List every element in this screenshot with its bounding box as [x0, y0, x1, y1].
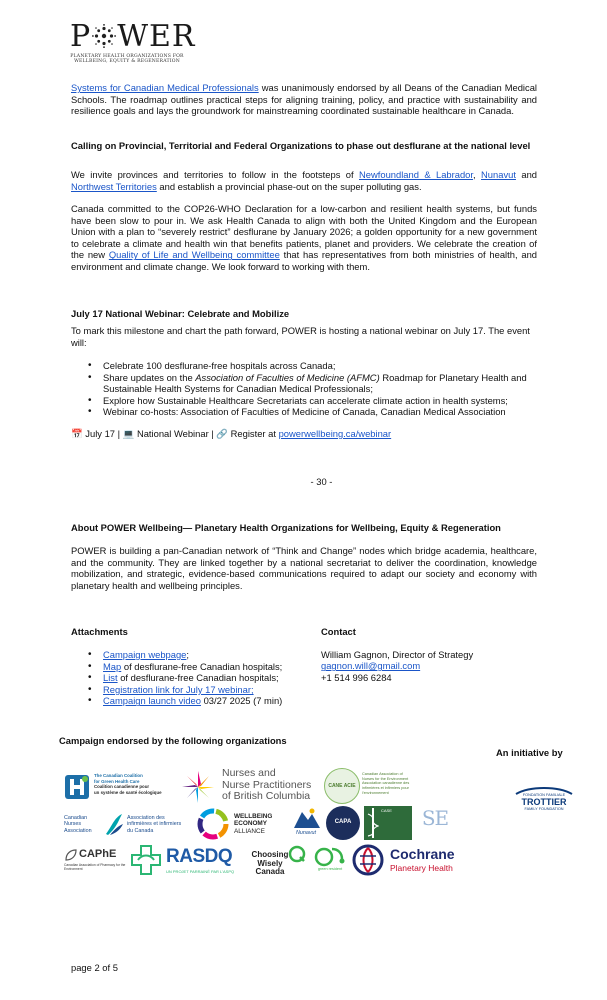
- case-logo: [364, 806, 412, 840]
- caduceus-icon: [367, 808, 379, 838]
- wisely-check-icon: [288, 845, 306, 863]
- npbc-line: Nurse Practitioners: [222, 778, 312, 791]
- weall-line: ALLIANCE: [234, 827, 265, 835]
- calling-paragraph-2: [71, 203, 537, 273]
- nunavut-emblem-icon: [290, 806, 322, 832]
- cane-line: l'environnement: [362, 790, 389, 795]
- cna-line: du Canada: [127, 827, 154, 834]
- ccghc-line: The Canadian Coalition: [94, 773, 143, 778]
- list-item: [71, 684, 321, 696]
- tagline-line-2: WELLBEING, EQUITY & REGENERATION: [74, 59, 180, 65]
- calendar-icon: 📅: [71, 428, 83, 439]
- power-tagline: [70, 54, 184, 65]
- link-icon: 🔗: [216, 428, 229, 439]
- webinar-date: July 17 |: [82, 428, 123, 439]
- list-item: [71, 661, 321, 673]
- weall-ring-icon: [196, 807, 230, 841]
- rasdq-text: RASDQ: [166, 846, 233, 867]
- rasdq-logo: [130, 844, 244, 880]
- contact-email-link[interactable]: gagnon.will@gmail.com: [321, 660, 421, 672]
- webinar-info-line: [71, 428, 537, 440]
- bullet-text: Webinar co-hosts: Association of Faculties of Medicine of Canada, Canadian Medical Association: [103, 406, 506, 418]
- ccghc-h-icon: [64, 774, 90, 800]
- webinar-heading: July 17 National Webinar: Celebrate and Mobilize: [71, 308, 290, 319]
- nunavut-logo: [290, 806, 322, 840]
- cane-emblem: CANE ACIE: [324, 768, 360, 804]
- cwc-line: Choosing: [251, 850, 289, 859]
- npbc-logo: [180, 767, 320, 807]
- cna-line: Nurses: [64, 821, 82, 828]
- ccghc-line: for Green Health Care: [94, 778, 140, 784]
- bullet-text: Celebrate 100 desflurane-free hospitals across Canada;: [103, 360, 336, 371]
- power-wordmark: P WER: [70, 19, 196, 54]
- list-item: [71, 360, 537, 372]
- trottier-logo: [512, 785, 576, 813]
- tagline-line-1: PLANETARY HEALTH ORGANIZATIONS FOR: [70, 54, 184, 59]
- caphe-text: CAPhE: [79, 848, 117, 860]
- cane-line: Association canadienne des: [362, 781, 410, 786]
- se-text: SE: [421, 806, 449, 830]
- rasdq-cross-icon: [130, 844, 162, 876]
- se-logo: [418, 806, 452, 840]
- cane-line: Canadian Association of: [362, 772, 403, 776]
- afmc-roadmap-link[interactable]: Systems for Canadian Medical Professionals: [71, 82, 259, 93]
- list-item: [71, 672, 321, 684]
- calling-p1-end: and establish a provincial phase-out on the super polluting gas.: [156, 180, 422, 192]
- weall-logo: [196, 806, 286, 842]
- cochrane-emblem-icon: [352, 844, 384, 876]
- cane-logo: [324, 768, 444, 804]
- webinar-bullets: [71, 360, 537, 418]
- calling-p1-comma: ,: [473, 169, 482, 180]
- rasdq-subtext: UN PROJET PARRAINÉ PAR L'ASPQ: [166, 869, 235, 874]
- ccghc-text: [94, 773, 162, 795]
- attachment-text: 03/27 2025 (7 min): [200, 695, 283, 707]
- webinar-register-link[interactable]: powerwellbeing.ca/webinar: [278, 428, 392, 439]
- weall-line: ECONOMY: [234, 820, 268, 828]
- webinar-intro: To mark this milestone and chart the path forward, POWER is hosting a national webinar on July 17. The event will:: [71, 325, 530, 348]
- attachments-heading: Attachments: [71, 626, 128, 637]
- weall-line: WELLBEING: [234, 813, 273, 820]
- capa-logo: CAPA: [326, 806, 360, 840]
- contact-phone: +1 514 996 6284: [321, 671, 392, 683]
- end-marker: - 30 -: [310, 476, 333, 487]
- calling-p1-text: We invite provinces and territories to follow in the footsteps of: [71, 169, 359, 180]
- nunavut-text: Nunavut: [295, 830, 317, 836]
- campaign-video-link[interactable]: Campaign launch video: [103, 695, 201, 707]
- quality-of-life-committee-link[interactable]: Quality of Life and Wellbeing committee: [108, 249, 280, 261]
- list-item: [71, 395, 537, 407]
- ccghc-line: Coalition canadienne pour: [94, 784, 150, 790]
- caphe-logo: [64, 846, 130, 880]
- laptop-icon: 💻: [122, 428, 135, 439]
- cwc-line: Wisely: [257, 858, 283, 868]
- nunavut-link[interactable]: Nunavut: [481, 169, 516, 180]
- calling-p1-and: and: [515, 169, 537, 180]
- map-link[interactable]: Map: [103, 660, 122, 672]
- cna-line: Association: [64, 827, 92, 834]
- cna-line: infirmières et infirmiers: [127, 821, 182, 828]
- cna-en-text: [64, 815, 92, 834]
- bullet-text: Explore how Sustainable Healthcare Secretariats can accelerate climate action in health systems;: [103, 394, 508, 406]
- contact-name: William Gagnon, Director of Strategy: [321, 648, 474, 660]
- cane-text: [362, 772, 409, 796]
- cna-line: Canadian: [64, 815, 88, 821]
- cochrane-logo: [352, 844, 460, 878]
- power-logo: [70, 19, 196, 72]
- about-paragraph: POWER is building a pan-Canadian network of “Think and Change” nodes which bridge academia, healthcare, and the community. They are linked together by a national secretariat to deliver the coordination, knowledge mobilization, and strategic, evidence-based communications required to adapt our society and economy with planetary health and wellbeing principles.: [71, 545, 537, 591]
- trottier-line-1: FONDATION FAMILIALE: [522, 793, 566, 797]
- calling-p2-end: that has representatives from both ministries of health, and environment and climate change. We look forward to working with them.: [71, 249, 537, 272]
- weall-text: [234, 813, 272, 835]
- list-item: [71, 695, 321, 707]
- attachment-text: of desflurane-free Canadian hospitals;: [117, 672, 279, 684]
- green-resident-logo: [312, 845, 348, 875]
- power-node-icon: [92, 24, 116, 48]
- npbc-line: of British Columbia: [222, 790, 311, 802]
- cna-logo: [64, 812, 194, 840]
- register-label: Register at: [228, 428, 279, 439]
- npbc-burst-icon: [180, 769, 216, 805]
- calling-paragraph-1: [71, 169, 537, 192]
- cwc-line: Canada: [255, 867, 285, 877]
- bullet-text: Share updates on the: [103, 371, 196, 383]
- caphe-subtext: Canadian Association of Pharmacy for the Environment: [64, 863, 126, 871]
- attachment-text: ;: [186, 649, 190, 660]
- ccghc-logo: [64, 772, 176, 802]
- attachment-text: of desflurane-free Canadian hospitals;: [121, 660, 283, 672]
- npbc-line: Nurses and: [222, 767, 276, 779]
- choosing-wisely-mark: [288, 845, 306, 863]
- cna-fr-text: [127, 815, 181, 834]
- northwest-territories-link[interactable]: Northwest Territories: [71, 180, 157, 192]
- contact-block: [321, 626, 521, 683]
- cochrane-text: Cochrane: [390, 846, 455, 862]
- bullet-emphasis: Association of Faculties of Medicine (AFMC): [195, 371, 380, 383]
- about-heading: About POWER Wellbeing— Planetary Health Organizations for Wellbeing, Equity & Regeneration: [71, 522, 501, 533]
- cna-line: Association des: [127, 815, 165, 821]
- trottier-line-2: TROTTIER: [521, 797, 567, 807]
- list-item: [71, 649, 321, 661]
- caphe-leaf-icon: [64, 848, 78, 862]
- calling-p2-text: Canada committed to the COP26-WHO Declaration for a low-carbon and resilient health systems, but funds have been slow to pour in. We ask Health Canada to align with both the United Kingdom and the European Union with a plan to “severely restrict” desflurane by January 2026; a golden opportunity for a new government to celebrate a climate and health win that benefits patients, planet and providers. We celebrate the creation of the new: [71, 203, 537, 261]
- intro-text: was unanimously endorsed by all Deans of the Canadian Medical Schools. The roadmap outlines practical steps for aligning training, policy, and practice with sustainability and resilience goals and lays the groundwork for mainstreaming coordinated sustainable healthcare in Canada.: [71, 82, 537, 117]
- calling-heading: Calling on Provincial, Territorial and Federal Organizations to phase out desflurane at the national level: [71, 140, 531, 151]
- choosing-wisely-logo: [248, 851, 292, 881]
- list-link[interactable]: List: [103, 672, 118, 684]
- trottier-line-3: FAMILY FOUNDATION: [524, 807, 564, 811]
- newfoundland-link[interactable]: Newfoundland & Labrador: [359, 169, 474, 180]
- intro-paragraph: [71, 82, 537, 117]
- cna-swoosh-icon: [104, 812, 124, 836]
- green-resident-text: green resident: [317, 867, 343, 871]
- list-item: [71, 406, 537, 418]
- webinar-type: National Webinar |: [134, 428, 217, 439]
- bullet-text: Roadmap for Planetary Health and Sustainable Health Systems for Canadian Medical Professionals;: [103, 371, 527, 395]
- cane-line: Nurses for the Environment: [362, 776, 409, 781]
- contact-heading: Contact: [321, 626, 356, 637]
- list-item: [71, 372, 537, 395]
- cane-line: infirmières et infirmiers pour: [362, 786, 409, 791]
- registration-link[interactable]: Registration link for July 17 webinar;: [103, 683, 254, 695]
- npbc-text: [222, 768, 311, 803]
- cochrane-subtext: Planetary Health: [390, 863, 453, 873]
- page-number: page 2 of 5: [71, 962, 118, 973]
- case-text: CASE: [381, 808, 392, 813]
- attachments-list: [71, 649, 321, 707]
- initiative-heading: An initiative by: [496, 747, 563, 758]
- ccghc-line: un système de santé écologique: [94, 789, 162, 795]
- campaign-webpage-link[interactable]: Campaign webpage: [103, 649, 187, 660]
- endorsed-heading: Campaign endorsed by the following organizations: [59, 735, 287, 746]
- green-resident-icon: [312, 845, 348, 867]
